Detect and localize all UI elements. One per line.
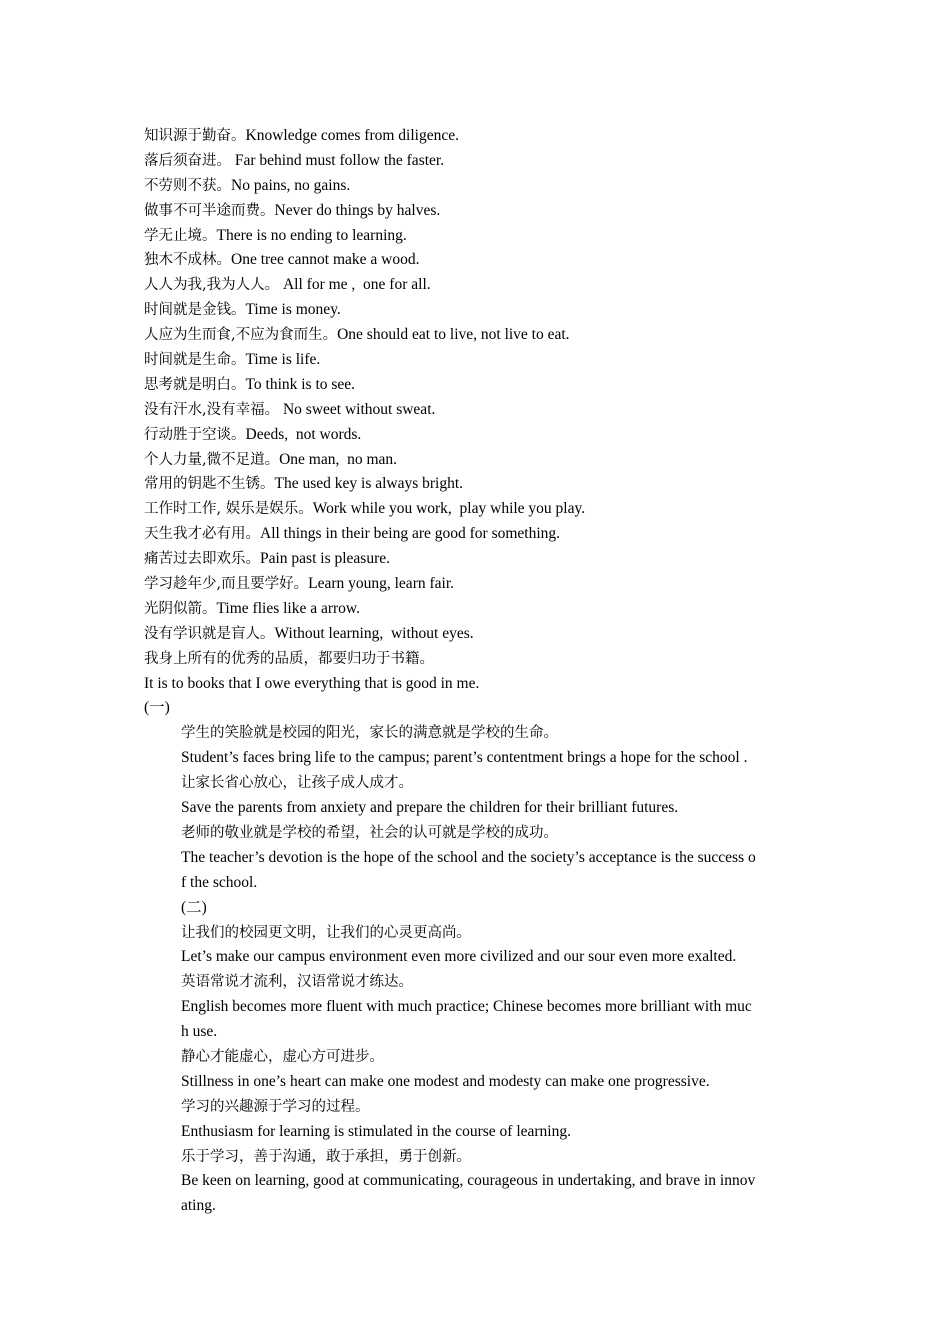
text-line xyxy=(144,796,808,821)
text-line xyxy=(144,124,808,149)
text-line xyxy=(144,597,808,622)
english-text: Be keen on learning, good at communicating, courageous in undertaking, and brave in innov xyxy=(181,1172,756,1190)
chinese-text: 光阴似箭。 xyxy=(144,600,217,617)
text-line xyxy=(144,647,808,672)
english-text: h use. xyxy=(181,1023,218,1041)
text-line xyxy=(144,945,808,970)
english-text: Without learning, without eyes. xyxy=(274,624,474,642)
english-text: Let’s make our campus environment even more civilized and our sour even more exalted. xyxy=(181,948,737,966)
text-line xyxy=(144,846,808,871)
text-line xyxy=(144,821,808,846)
chinese-text: 工作时工作, 娱乐是娱乐。 xyxy=(144,501,313,518)
english-text: No sweet without sweat. xyxy=(279,400,436,418)
chinese-text: 学习趁年少,而且要学好。 xyxy=(144,576,309,593)
text-line xyxy=(144,995,808,1020)
text-line xyxy=(144,970,808,995)
english-text: Time is life. xyxy=(245,351,321,369)
text-line xyxy=(144,472,808,497)
chinese-text: 让我们的校园更文明，让我们的心灵更高尚。 xyxy=(181,924,471,941)
chinese-text: 学生的笑脸就是校园的阳光，家长的满意就是学校的生命。 xyxy=(181,725,558,742)
text-line xyxy=(144,1194,808,1219)
chinese-text: 时间就是生命。 xyxy=(144,352,246,369)
text-line xyxy=(144,248,808,273)
text-line xyxy=(144,497,808,522)
text-line xyxy=(144,273,808,298)
text-line xyxy=(144,746,808,771)
chinese-text: 人应为生而食,不应为食而生。 xyxy=(144,327,338,344)
english-text: Student’s faces bring life to the campus; parent’s contentment brings a hope for the school . xyxy=(181,749,748,767)
text-line xyxy=(144,1045,808,1070)
english-text: Far behind must follow the faster. xyxy=(231,151,445,169)
text-line xyxy=(144,522,808,547)
chinese-text: 学习的兴趣源于学习的过程。 xyxy=(181,1098,370,1115)
chinese-text: 做事不可半途而费。 xyxy=(144,202,275,219)
text-line xyxy=(144,398,808,423)
chinese-text: 我身上所有的优秀的品质，都要归功于书籍。 xyxy=(144,650,434,667)
chinese-text: 痛苦过去即欢乐。 xyxy=(144,551,260,568)
chinese-text: 人人为我,我为人人。 xyxy=(144,277,280,294)
text-line xyxy=(144,771,808,796)
text-line xyxy=(144,696,808,721)
text-line xyxy=(144,174,808,199)
chinese-text: 没有学识就是盲人。 xyxy=(144,625,275,642)
chinese-text: 乐于学习，善于沟通，敢于承担，勇于创新。 xyxy=(181,1148,471,1165)
text-line xyxy=(144,1120,808,1145)
text-line xyxy=(144,672,808,697)
text-line xyxy=(144,1095,808,1120)
chinese-text: 个人力量,微不足道。 xyxy=(144,451,280,468)
english-text: All for me , one for all. xyxy=(279,276,431,294)
text-line xyxy=(144,622,808,647)
chinese-text: 思考就是明白。 xyxy=(144,376,246,393)
english-text: Learn young, learn fair. xyxy=(308,575,455,593)
english-text: There is no ending to learning. xyxy=(216,226,407,244)
english-text: Enthusiasm for learning is stimulated in the course of learning. xyxy=(181,1122,571,1140)
chinese-text: 静心才能虚心，虚心方可进步。 xyxy=(181,1048,384,1065)
chinese-text: 常用的钥匙不生锈。 xyxy=(144,476,275,493)
text-line xyxy=(144,149,808,174)
english-text: Pain past is pleasure. xyxy=(260,550,391,568)
text-line xyxy=(144,572,808,597)
english-text: One tree cannot make a wood. xyxy=(231,251,420,269)
english-text: ating. xyxy=(181,1197,216,1215)
chinese-text: 让家长省心放心，让孩子成人成才。 xyxy=(181,775,413,792)
chinese-text: 老师的敬业就是学校的希望，社会的认可就是学校的成功。 xyxy=(181,824,558,841)
chinese-text: 英语常说才流利，汉语常说才练达。 xyxy=(181,974,413,991)
english-text: All things in their being are good for something. xyxy=(260,525,561,543)
chinese-text: 学无止境。 xyxy=(144,227,217,244)
chinese-text: 落后须奋进。 xyxy=(144,152,231,169)
english-text: One man, no man. xyxy=(279,450,398,468)
english-text: The teacher’s devotion is the hope of the school and the society’s acceptance is the success o xyxy=(181,848,756,866)
chinese-text: 不劳则不获。 xyxy=(144,177,231,194)
english-text: f the school. xyxy=(181,873,258,891)
chinese-text: 行动胜于空谈。 xyxy=(144,426,246,443)
text-line xyxy=(144,448,808,473)
text-line xyxy=(144,199,808,224)
english-text: English becomes more fluent with much practice; Chinese becomes more brilliant with muc xyxy=(181,998,752,1016)
english-text: Time is money. xyxy=(245,301,341,319)
chinese-text: 独木不成林。 xyxy=(144,252,231,269)
english-text: Time flies like a arrow. xyxy=(216,599,360,617)
text-line xyxy=(144,348,808,373)
english-text: To think is to see. xyxy=(245,375,356,393)
text-line xyxy=(144,547,808,572)
text-line xyxy=(144,323,808,348)
text-line xyxy=(144,921,808,946)
english-text: It is to books that I owe everything that is good in me. xyxy=(144,674,480,692)
english-text: Deeds, not words. xyxy=(245,425,362,443)
text-line xyxy=(144,1145,808,1170)
text-line xyxy=(144,896,808,921)
english-text: Stillness in one’s heart can make one modest and modesty can make one progressive. xyxy=(181,1072,710,1090)
english-text: Save the parents from anxiety and prepare the children for their brilliant futures. xyxy=(181,799,679,817)
english-text: Knowledge comes from diligence. xyxy=(245,127,459,144)
chinese-text: 知识源于勤奋。 xyxy=(144,128,246,144)
text-line xyxy=(144,224,808,249)
text-line xyxy=(144,721,808,746)
chinese-text: 天生我才必有用。 xyxy=(144,526,260,543)
document-body xyxy=(144,124,808,1219)
english-text: (二) xyxy=(181,898,207,916)
english-text: Never do things by halves. xyxy=(274,201,441,219)
text-line xyxy=(144,373,808,398)
chinese-text: 没有汗水,没有幸福。 xyxy=(144,401,280,418)
english-text: The used key is always bright. xyxy=(274,475,464,493)
text-line xyxy=(144,1169,808,1194)
text-line xyxy=(144,423,808,448)
text-line xyxy=(144,298,808,323)
chinese-text: 时间就是金钱。 xyxy=(144,302,246,319)
english-text: One should eat to live, not live to eat. xyxy=(337,326,570,344)
text-line xyxy=(144,871,808,896)
english-text: No pains, no gains. xyxy=(231,176,351,194)
text-line xyxy=(144,1020,808,1045)
english-text: Work while you work, play while you play. xyxy=(312,500,586,518)
text-line xyxy=(144,1070,808,1095)
english-text: (一) xyxy=(144,699,170,717)
